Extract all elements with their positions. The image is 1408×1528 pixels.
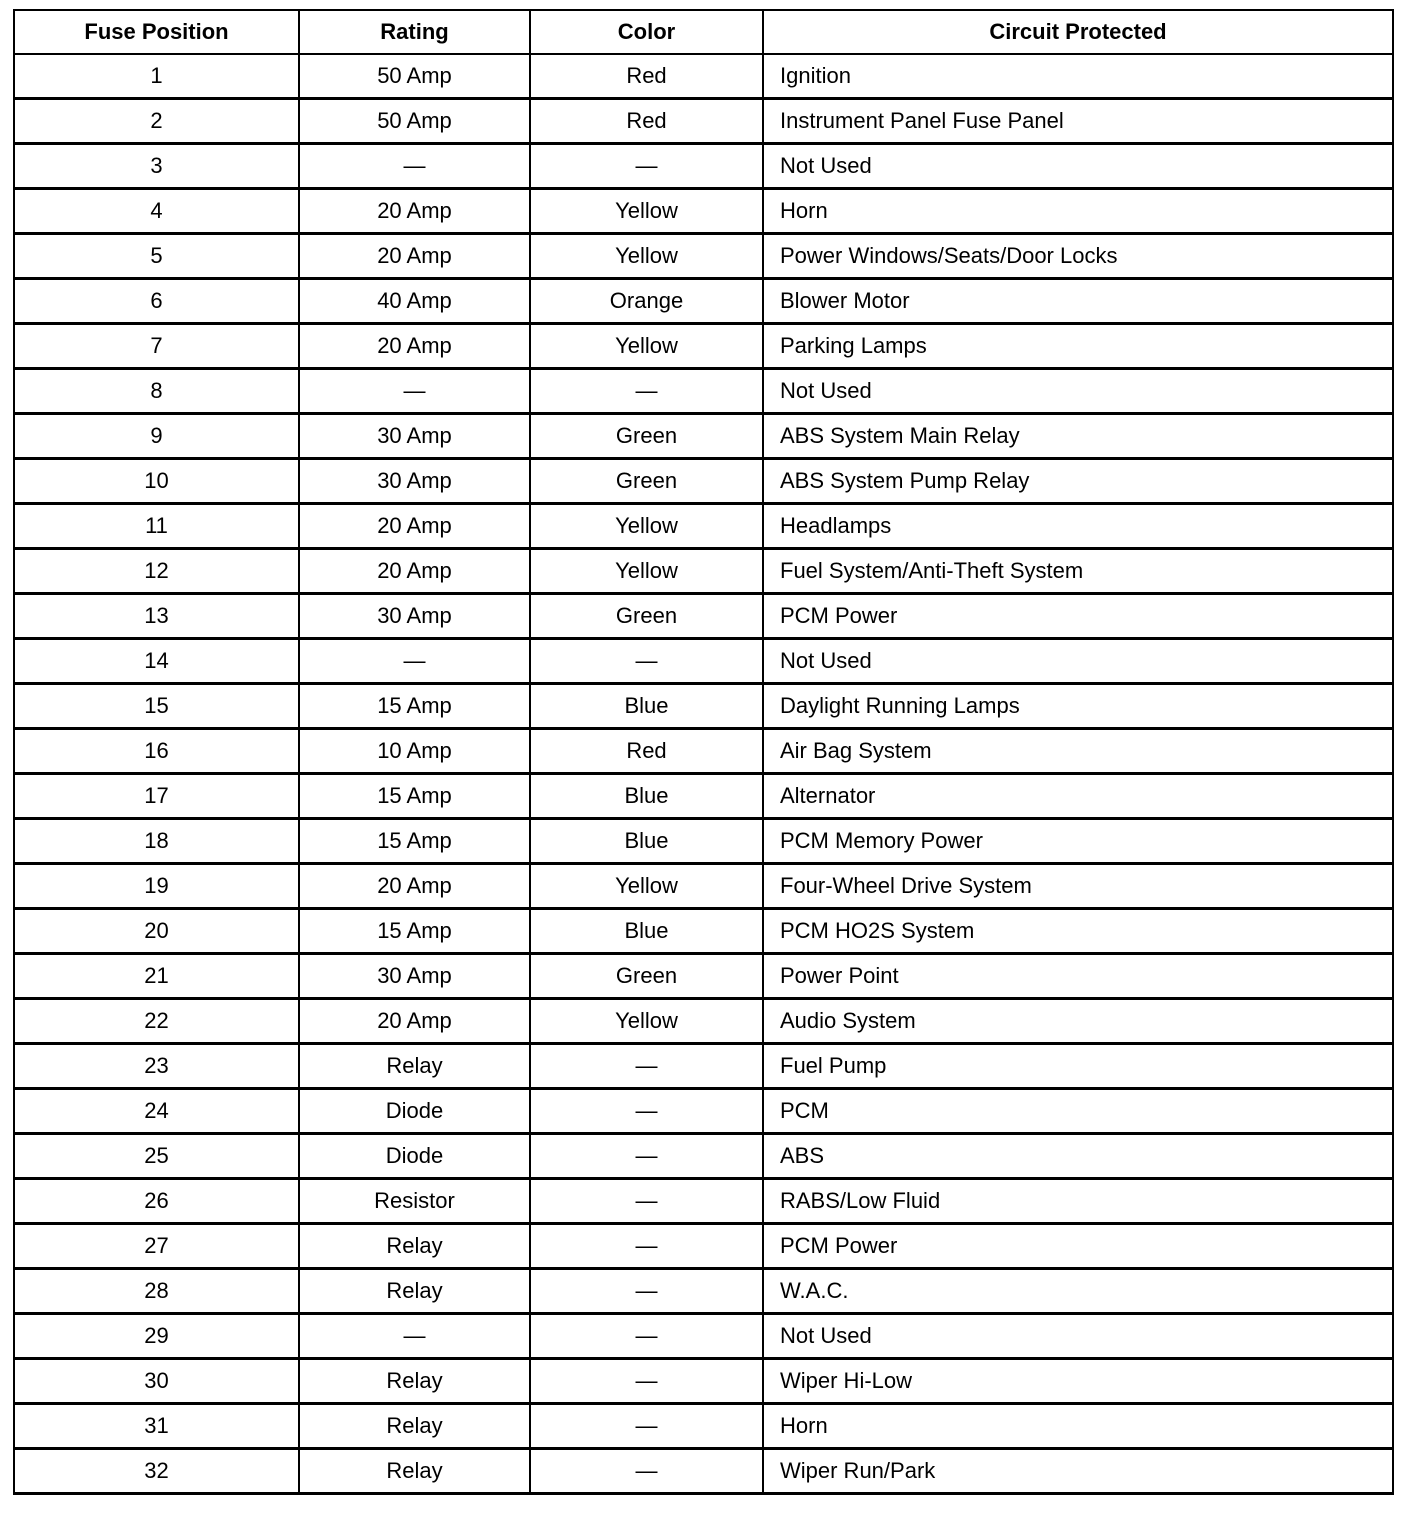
rating-cell: 30 Amp <box>299 954 530 999</box>
fuse-position-cell: 4 <box>14 189 299 234</box>
rating-cell: 15 Amp <box>299 774 530 819</box>
color-cell: Yellow <box>530 999 763 1044</box>
rating-cell: 10 Amp <box>299 729 530 774</box>
table-row <box>14 1269 1393 1314</box>
table-row <box>14 1224 1393 1269</box>
rating-cell: Relay <box>299 1269 530 1314</box>
color-cell: — <box>530 369 763 414</box>
circuit-cell: RABS/Low Fluid <box>763 1179 1393 1224</box>
table-row <box>14 684 1393 729</box>
table-row <box>14 819 1393 864</box>
table-row <box>14 999 1393 1044</box>
fuse-position-cell: 28 <box>14 1269 299 1314</box>
circuit-cell: ABS System Pump Relay <box>763 459 1393 504</box>
table-row <box>14 774 1393 819</box>
fuse-position-cell: 27 <box>14 1224 299 1269</box>
circuit-cell: Daylight Running Lamps <box>763 684 1393 729</box>
header-color: Color <box>530 10 763 54</box>
rating-cell: Resistor <box>299 1179 530 1224</box>
rating-cell: 15 Amp <box>299 909 530 954</box>
table-row <box>14 1089 1393 1134</box>
color-cell: — <box>530 1314 763 1359</box>
fuse-position-cell: 23 <box>14 1044 299 1089</box>
circuit-cell: Instrument Panel Fuse Panel <box>763 99 1393 144</box>
color-cell: Yellow <box>530 234 763 279</box>
color-cell: — <box>530 1449 763 1494</box>
color-cell: Blue <box>530 684 763 729</box>
rating-cell: 15 Amp <box>299 819 530 864</box>
circuit-cell: Air Bag System <box>763 729 1393 774</box>
table-row <box>14 324 1393 369</box>
rating-cell: Relay <box>299 1359 530 1404</box>
table-row <box>14 639 1393 684</box>
table-body <box>14 54 1393 1494</box>
fuse-position-cell: 19 <box>14 864 299 909</box>
header-circuit-protected: Circuit Protected <box>763 10 1393 54</box>
table-row <box>14 549 1393 594</box>
rating-cell: 20 Amp <box>299 324 530 369</box>
color-cell: — <box>530 1359 763 1404</box>
color-cell: Blue <box>530 909 763 954</box>
color-cell: — <box>530 639 763 684</box>
circuit-cell: W.A.C. <box>763 1269 1393 1314</box>
rating-cell: 30 Amp <box>299 594 530 639</box>
color-cell: — <box>530 1044 763 1089</box>
table-header <box>14 10 1393 54</box>
fuse-position-cell: 21 <box>14 954 299 999</box>
circuit-cell: Wiper Run/Park <box>763 1449 1393 1494</box>
circuit-cell: PCM Memory Power <box>763 819 1393 864</box>
table-row <box>14 1404 1393 1449</box>
table-row <box>14 909 1393 954</box>
table-row <box>14 1449 1393 1494</box>
fuse-position-cell: 18 <box>14 819 299 864</box>
rating-cell: 15 Amp <box>299 684 530 729</box>
fuse-position-cell: 10 <box>14 459 299 504</box>
circuit-cell: Power Windows/Seats/Door Locks <box>763 234 1393 279</box>
color-cell: Green <box>530 414 763 459</box>
rating-cell: — <box>299 144 530 189</box>
fuse-position-cell: 16 <box>14 729 299 774</box>
circuit-cell: Not Used <box>763 639 1393 684</box>
circuit-cell: Headlamps <box>763 504 1393 549</box>
circuit-cell: Power Point <box>763 954 1393 999</box>
table-row <box>14 954 1393 999</box>
fuse-position-cell: 6 <box>14 279 299 324</box>
rating-cell: — <box>299 1314 530 1359</box>
color-cell: Green <box>530 954 763 999</box>
rating-cell: 50 Amp <box>299 54 530 99</box>
rating-cell: 20 Amp <box>299 864 530 909</box>
fuse-position-cell: 17 <box>14 774 299 819</box>
fuse-position-cell: 30 <box>14 1359 299 1404</box>
circuit-cell: PCM <box>763 1089 1393 1134</box>
rating-cell: Relay <box>299 1449 530 1494</box>
fuse-position-cell: 26 <box>14 1179 299 1224</box>
fuse-position-cell: 12 <box>14 549 299 594</box>
color-cell: — <box>530 1134 763 1179</box>
rating-cell: 20 Amp <box>299 504 530 549</box>
circuit-cell: Blower Motor <box>763 279 1393 324</box>
rating-cell: Relay <box>299 1044 530 1089</box>
rating-cell: Diode <box>299 1089 530 1134</box>
circuit-cell: PCM Power <box>763 1224 1393 1269</box>
color-cell: — <box>530 1179 763 1224</box>
color-cell: Yellow <box>530 864 763 909</box>
color-cell: Green <box>530 594 763 639</box>
color-cell: — <box>530 1224 763 1269</box>
rating-cell: 20 Amp <box>299 999 530 1044</box>
fuse-position-cell: 1 <box>14 54 299 99</box>
fuse-position-cell: 14 <box>14 639 299 684</box>
fuse-position-cell: 32 <box>14 1449 299 1494</box>
fuse-position-cell: 20 <box>14 909 299 954</box>
table-row <box>14 54 1393 99</box>
color-cell: Green <box>530 459 763 504</box>
table-row <box>14 189 1393 234</box>
circuit-cell: Four-Wheel Drive System <box>763 864 1393 909</box>
table-row <box>14 279 1393 324</box>
fuse-position-cell: 31 <box>14 1404 299 1449</box>
fuse-position-cell: 24 <box>14 1089 299 1134</box>
color-cell: — <box>530 1404 763 1449</box>
table-row <box>14 1044 1393 1089</box>
table-row <box>14 864 1393 909</box>
table-row <box>14 1314 1393 1359</box>
circuit-cell: ABS <box>763 1134 1393 1179</box>
rating-cell: 30 Amp <box>299 414 530 459</box>
color-cell: — <box>530 144 763 189</box>
table-row <box>14 99 1393 144</box>
circuit-cell: Alternator <box>763 774 1393 819</box>
table-row <box>14 234 1393 279</box>
fuse-position-cell: 22 <box>14 999 299 1044</box>
table-row <box>14 369 1393 414</box>
circuit-cell: Fuel System/Anti-Theft System <box>763 549 1393 594</box>
rating-cell: — <box>299 369 530 414</box>
color-cell: Blue <box>530 819 763 864</box>
color-cell: Yellow <box>530 504 763 549</box>
table-row <box>14 504 1393 549</box>
rating-cell: Diode <box>299 1134 530 1179</box>
color-cell: Red <box>530 99 763 144</box>
rating-cell: 20 Amp <box>299 549 530 594</box>
rating-cell: Relay <box>299 1404 530 1449</box>
rating-cell: Relay <box>299 1224 530 1269</box>
circuit-cell: Wiper Hi-Low <box>763 1359 1393 1404</box>
circuit-cell: Horn <box>763 1404 1393 1449</box>
fuse-position-cell: 29 <box>14 1314 299 1359</box>
color-cell: Yellow <box>530 189 763 234</box>
circuit-cell: Parking Lamps <box>763 324 1393 369</box>
fuse-position-cell: 15 <box>14 684 299 729</box>
fuse-position-cell: 8 <box>14 369 299 414</box>
color-cell: Yellow <box>530 549 763 594</box>
table-row <box>14 1179 1393 1224</box>
circuit-cell: Not Used <box>763 1314 1393 1359</box>
color-cell: Red <box>530 54 763 99</box>
color-cell: Red <box>530 729 763 774</box>
circuit-cell: Not Used <box>763 369 1393 414</box>
color-cell: — <box>530 1089 763 1134</box>
table-row <box>14 1359 1393 1404</box>
rating-cell: 20 Amp <box>299 189 530 234</box>
fuse-position-cell: 13 <box>14 594 299 639</box>
rating-cell: 30 Amp <box>299 459 530 504</box>
fuse-position-cell: 9 <box>14 414 299 459</box>
circuit-cell: ABS System Main Relay <box>763 414 1393 459</box>
fuse-position-cell: 3 <box>14 144 299 189</box>
rating-cell: 40 Amp <box>299 279 530 324</box>
fuse-position-cell: 11 <box>14 504 299 549</box>
header-row <box>14 10 1393 54</box>
fuse-position-cell: 25 <box>14 1134 299 1179</box>
header-fuse-position: Fuse Position <box>14 10 299 54</box>
table-row <box>14 459 1393 504</box>
circuit-cell: Audio System <box>763 999 1393 1044</box>
table-row <box>14 729 1393 774</box>
circuit-cell: Ignition <box>763 54 1393 99</box>
table-row <box>14 1134 1393 1179</box>
table-row <box>14 144 1393 189</box>
fuse-table <box>13 9 1394 1495</box>
fuse-position-cell: 5 <box>14 234 299 279</box>
color-cell: — <box>530 1269 763 1314</box>
table-row <box>14 594 1393 639</box>
circuit-cell: PCM HO2S System <box>763 909 1393 954</box>
fuse-position-cell: 2 <box>14 99 299 144</box>
table-row <box>14 414 1393 459</box>
circuit-cell: Horn <box>763 189 1393 234</box>
circuit-cell: PCM Power <box>763 594 1393 639</box>
circuit-cell: Fuel Pump <box>763 1044 1393 1089</box>
rating-cell: 20 Amp <box>299 234 530 279</box>
fuse-position-cell: 7 <box>14 324 299 369</box>
color-cell: Orange <box>530 279 763 324</box>
color-cell: Blue <box>530 774 763 819</box>
rating-cell: 50 Amp <box>299 99 530 144</box>
rating-cell: — <box>299 639 530 684</box>
header-rating: Rating <box>299 10 530 54</box>
color-cell: Yellow <box>530 324 763 369</box>
circuit-cell: Not Used <box>763 144 1393 189</box>
